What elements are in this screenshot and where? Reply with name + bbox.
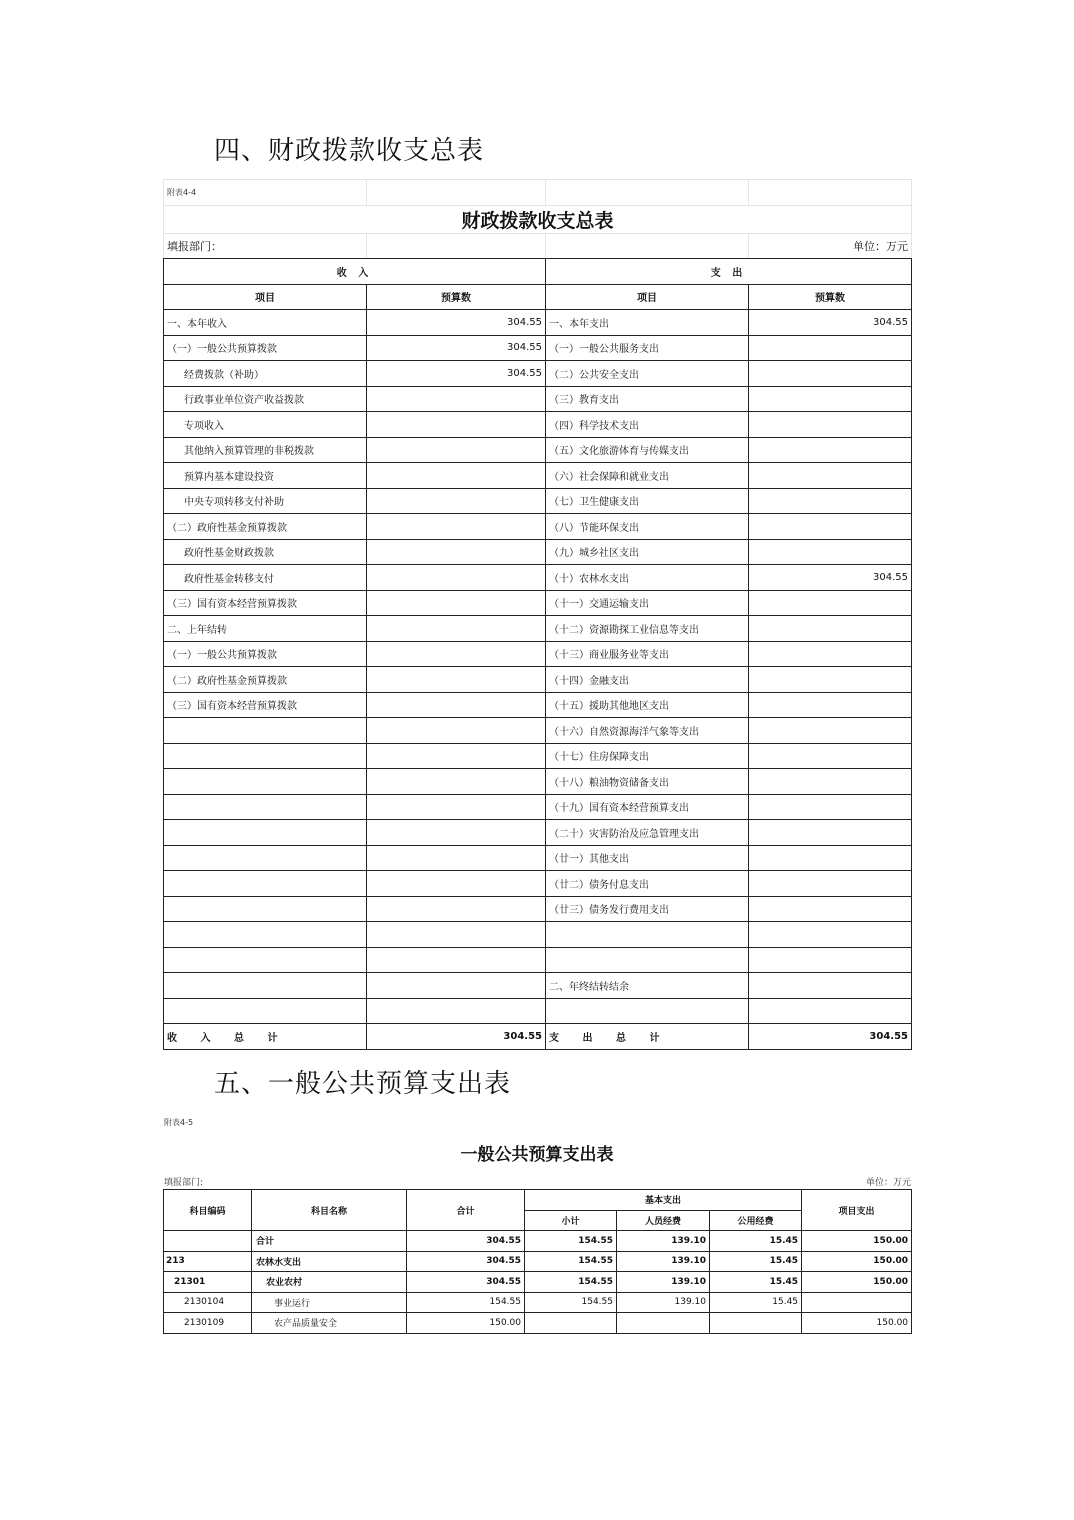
- income-value: [367, 871, 546, 897]
- cell-code: 21301: [164, 1272, 252, 1293]
- expense-value: [749, 361, 912, 387]
- cell-total: 304.55: [407, 1251, 525, 1272]
- general-budget-table: [163, 1189, 912, 1334]
- expense-value: [749, 973, 912, 999]
- cell-total: 150.00: [407, 1313, 525, 1334]
- expense-item: （八）节能环保支出: [546, 514, 749, 540]
- expense-value: [749, 539, 912, 565]
- total-expense-value: 304.55: [749, 1024, 912, 1050]
- cell-per: 139.10: [617, 1251, 710, 1272]
- income-item: [164, 947, 367, 973]
- expense-item: （十六）自然资源海洋气象等支出: [546, 718, 749, 744]
- table-row: [164, 667, 912, 693]
- hdr-code: 科目编码: [164, 1190, 252, 1231]
- cell-sub: 154.55: [525, 1251, 617, 1272]
- cell-proj: 150.00: [802, 1313, 912, 1334]
- table-row: [164, 845, 912, 871]
- income-value: [367, 922, 546, 948]
- income-item: [164, 871, 367, 897]
- table-row: [164, 794, 912, 820]
- expense-value: [749, 463, 912, 489]
- income-item: 一、本年收入: [164, 310, 367, 336]
- expense-header: 支 出: [546, 259, 912, 285]
- expense-value: [749, 718, 912, 744]
- income-item: [164, 794, 367, 820]
- income-value: [367, 845, 546, 871]
- expense-item: （十三）商业服务业等支出: [546, 641, 749, 667]
- table-row: [164, 1231, 912, 1252]
- income-value: [367, 718, 546, 744]
- table-row: [164, 743, 912, 769]
- table-row: [164, 565, 912, 591]
- income-item: 其他纳入预算管理的非税拨款: [164, 437, 367, 463]
- cell-per: 139.10: [617, 1272, 710, 1293]
- income-item: （一）一般公共预算拨款: [164, 641, 367, 667]
- expense-item: [546, 998, 749, 1024]
- expense-item: （十五）援助其他地区支出: [546, 692, 749, 718]
- expense-value: [749, 641, 912, 667]
- cell-sub: 154.55: [525, 1292, 617, 1313]
- income-value: [367, 590, 546, 616]
- expense-item: （廿二）债务付息支出: [546, 871, 749, 897]
- expense-value: 304.55: [749, 565, 912, 591]
- table-row: [164, 1313, 912, 1334]
- expense-item: （十二）资源勘探工业信息等支出: [546, 616, 749, 642]
- expense-value: [749, 922, 912, 948]
- cell-code: 2130104: [164, 1292, 252, 1313]
- cell-code: 2130109: [164, 1313, 252, 1334]
- hdr-name: 科目名称: [252, 1190, 407, 1231]
- hdr-personnel: 人员经费: [617, 1210, 710, 1231]
- table-row: [164, 616, 912, 642]
- table-title: 财政拨款收支总表: [164, 205, 912, 233]
- income-value: [367, 947, 546, 973]
- cell-total: 154.55: [407, 1292, 525, 1313]
- income-item: （二）政府性基金预算拨款: [164, 667, 367, 693]
- income-value: [367, 641, 546, 667]
- cell-per: [617, 1313, 710, 1334]
- income-value: [367, 565, 546, 591]
- cell-pub: [710, 1313, 802, 1334]
- expense-item: （二）公共安全支出: [546, 361, 749, 387]
- income-item: 经费拨款（补助）: [164, 361, 367, 387]
- hdr-project: 项目支出: [802, 1190, 912, 1231]
- cell-sub: 154.55: [525, 1231, 617, 1252]
- hdr-basic: 基本支出: [525, 1190, 802, 1211]
- fiscal-summary-table: [163, 179, 912, 1050]
- total-income-label: 收 入 总 计: [164, 1024, 367, 1050]
- table-row: [164, 947, 912, 973]
- table-row: [164, 488, 912, 514]
- expense-value: 304.55: [749, 310, 912, 336]
- hdr-total: 合计: [407, 1190, 525, 1231]
- table-row: [164, 769, 912, 795]
- expense-item: （六）社会保障和就业支出: [546, 463, 749, 489]
- income-item: [164, 769, 367, 795]
- table-row: [164, 871, 912, 897]
- expense-item: （十九）国有资本经营预算支出: [546, 794, 749, 820]
- expense-value: [749, 947, 912, 973]
- expense-value: [749, 514, 912, 540]
- hdr-public: 公用经费: [710, 1210, 802, 1231]
- expense-value: [749, 794, 912, 820]
- income-item: （一）一般公共预算拨款: [164, 335, 367, 361]
- expense-value: [749, 998, 912, 1024]
- cell-name: 农产品质量安全: [252, 1313, 407, 1334]
- cell-sub: [525, 1313, 617, 1334]
- expense-item: （十七）住房保障支出: [546, 743, 749, 769]
- income-header: 收 入: [164, 259, 546, 285]
- expense-item: （十八）粮油物资储备支出: [546, 769, 749, 795]
- income-item: [164, 845, 367, 871]
- expense-item: （廿三）债务发行费用支出: [546, 896, 749, 922]
- expense-item: [546, 922, 749, 948]
- expense-item: （四）科学技术支出: [546, 412, 749, 438]
- expense-value: [749, 845, 912, 871]
- expense-item: （九）城乡社区支出: [546, 539, 749, 565]
- total-income-value: 304.55: [367, 1024, 546, 1050]
- table-row: [164, 463, 912, 489]
- income-value: [367, 743, 546, 769]
- table-row: [164, 437, 912, 463]
- table-row: [164, 514, 912, 540]
- cell-name: 农林水支出: [252, 1251, 407, 1272]
- income-value: [367, 616, 546, 642]
- income-item: （三）国有资本经营预算拨款: [164, 692, 367, 718]
- expense-value: [749, 769, 912, 795]
- cell-pub: 15.45: [710, 1231, 802, 1252]
- table-row: [164, 922, 912, 948]
- income-value: 304.55: [367, 361, 546, 387]
- income-value: [367, 386, 546, 412]
- income-value: [367, 794, 546, 820]
- expense-value: [749, 667, 912, 693]
- cell-pub: 15.45: [710, 1272, 802, 1293]
- table-row: [164, 820, 912, 846]
- cell-code: [164, 1231, 252, 1252]
- table-row: [164, 973, 912, 999]
- income-item: [164, 743, 367, 769]
- section4-heading: 四、财政拨款收支总表: [214, 136, 485, 166]
- income-value: [367, 488, 546, 514]
- expense-value: [749, 386, 912, 412]
- col-budget-income: 预算数: [367, 284, 546, 310]
- income-value: [367, 820, 546, 846]
- expense-value: [749, 871, 912, 897]
- income-item: 预算内基本建设投资: [164, 463, 367, 489]
- cell-proj: 150.00: [802, 1251, 912, 1272]
- income-item: [164, 998, 367, 1024]
- income-value: [367, 667, 546, 693]
- table-row: [164, 1272, 912, 1293]
- income-value: [367, 539, 546, 565]
- income-item: [164, 922, 367, 948]
- expense-item: （十）农林水支出: [546, 565, 749, 591]
- income-item: 中央专项转移支付补助: [164, 488, 367, 514]
- income-item: （三）国有资本经营预算拨款: [164, 590, 367, 616]
- expense-item: （二十）灾害防治及应急管理支出: [546, 820, 749, 846]
- dept-label-2: 填报部门:: [164, 1178, 204, 1188]
- table-row: [164, 896, 912, 922]
- expense-value: [749, 590, 912, 616]
- income-value: [367, 973, 546, 999]
- table-row: [164, 539, 912, 565]
- cell-per: 139.10: [617, 1231, 710, 1252]
- cell-pub: 15.45: [710, 1292, 802, 1313]
- expense-item: （三）教育支出: [546, 386, 749, 412]
- income-value: [367, 998, 546, 1024]
- col-item-income: 项目: [164, 284, 367, 310]
- expense-value: [749, 437, 912, 463]
- cell-proj: [802, 1292, 912, 1313]
- table-number: 附表4-4: [164, 180, 367, 206]
- expense-item: 二、年终结转结余: [546, 973, 749, 999]
- table-row: [164, 361, 912, 387]
- income-item: （二）政府性基金预算拨款: [164, 514, 367, 540]
- dept-label: 填报部门：: [164, 233, 367, 259]
- income-item: [164, 973, 367, 999]
- expense-item: （十一）交通运输支出: [546, 590, 749, 616]
- income-item: [164, 896, 367, 922]
- income-value: 304.55: [367, 310, 546, 336]
- expense-item: （十四）金融支出: [546, 667, 749, 693]
- income-value: [367, 463, 546, 489]
- cell-name: 事业运行: [252, 1292, 407, 1313]
- cell-pub: 15.45: [710, 1251, 802, 1272]
- cell-per: 139.10: [617, 1292, 710, 1313]
- table-number-2: 附表4-5: [164, 1118, 194, 1127]
- income-value: 304.55: [367, 335, 546, 361]
- income-item: 行政事业单位资产收益拨款: [164, 386, 367, 412]
- expense-item: 一、本年支出: [546, 310, 749, 336]
- unit-label-2: 单位：万元: [865, 1178, 911, 1188]
- table-row: [164, 641, 912, 667]
- cell-proj: 150.00: [802, 1272, 912, 1293]
- table-row: [164, 590, 912, 616]
- expense-item: （七）卫生健康支出: [546, 488, 749, 514]
- income-value: [367, 412, 546, 438]
- income-value: [367, 769, 546, 795]
- cell-name: 农业农村: [252, 1272, 407, 1293]
- table-title-2: 一般公共预算支出表: [460, 1145, 614, 1165]
- total-row: [164, 1024, 912, 1050]
- income-item: 二、上年结转: [164, 616, 367, 642]
- table-row: [164, 386, 912, 412]
- expense-item: （五）文化旅游体育与传媒支出: [546, 437, 749, 463]
- section5-heading: 五、一般公共预算支出表: [214, 1069, 512, 1099]
- cell-name: 合计: [252, 1231, 407, 1252]
- unit-label: 单位：万元: [749, 233, 912, 259]
- cell-code: 213: [164, 1251, 252, 1272]
- table-row: [164, 692, 912, 718]
- expense-value: [749, 896, 912, 922]
- expense-value: [749, 335, 912, 361]
- income-item: 政府性基金转移支付: [164, 565, 367, 591]
- cell-total: 304.55: [407, 1231, 525, 1252]
- cell-sub: 154.55: [525, 1272, 617, 1293]
- cell-total: 304.55: [407, 1272, 525, 1293]
- income-item: 专项收入: [164, 412, 367, 438]
- expense-value: [749, 616, 912, 642]
- cell-proj: 150.00: [802, 1231, 912, 1252]
- income-item: [164, 820, 367, 846]
- table-row: [164, 412, 912, 438]
- expense-value: [749, 820, 912, 846]
- col-item-expense: 项目: [546, 284, 749, 310]
- hdr-subtotal: 小计: [525, 1210, 617, 1231]
- income-value: [367, 514, 546, 540]
- expense-value: [749, 743, 912, 769]
- expense-value: [749, 412, 912, 438]
- income-item: 政府性基金财政拨款: [164, 539, 367, 565]
- total-expense-label: 支 出 总 计: [546, 1024, 749, 1050]
- table-row: [164, 1251, 912, 1272]
- table-row: [164, 1292, 912, 1313]
- table-row: [164, 998, 912, 1024]
- income-value: [367, 692, 546, 718]
- table-row: [164, 718, 912, 744]
- col-budget-expense: 预算数: [749, 284, 912, 310]
- table-row: [164, 335, 912, 361]
- income-value: [367, 896, 546, 922]
- expense-item: [546, 947, 749, 973]
- expense-item: （廿一）其他支出: [546, 845, 749, 871]
- income-value: [367, 437, 546, 463]
- income-item: [164, 718, 367, 744]
- expense-value: [749, 692, 912, 718]
- table-row: [164, 310, 912, 336]
- expense-value: [749, 488, 912, 514]
- expense-item: （一）一般公共服务支出: [546, 335, 749, 361]
